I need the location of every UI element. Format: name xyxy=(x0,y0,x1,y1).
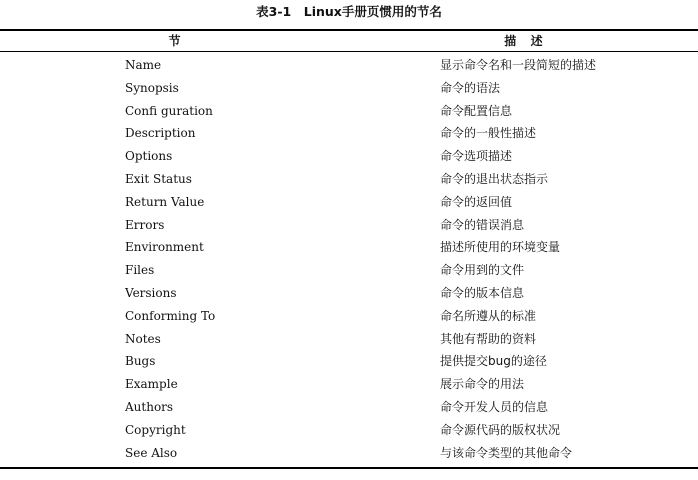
section-description-cell: 命名所遵从的标准 xyxy=(440,308,537,323)
table-row xyxy=(0,283,698,306)
section-name-cell: Errors xyxy=(125,217,165,232)
table-row xyxy=(0,169,698,192)
table-body xyxy=(0,55,698,465)
section-name-cell: Return Value xyxy=(125,194,205,209)
section-name-cell: Description xyxy=(125,126,196,141)
section-description-cell: 命令源代码的版权状况 xyxy=(440,422,561,437)
section-name-cell: Copyright xyxy=(125,422,186,437)
section-name-cell: Files xyxy=(125,263,155,278)
table-row xyxy=(0,78,698,101)
section-description-cell: 命令的错误消息 xyxy=(440,217,525,232)
table-row xyxy=(0,351,698,374)
section-name-cell: Environment xyxy=(125,240,204,255)
section-description-cell: 其他有帮助的资料 xyxy=(440,331,537,346)
section-name-cell: Authors xyxy=(125,399,174,414)
section-name-cell: Notes xyxy=(125,331,161,346)
table-caption: 表3-1 Linux手册页惯用的节名 xyxy=(256,4,442,19)
table-row xyxy=(0,329,698,352)
section-description-cell: 命令的版本信息 xyxy=(440,285,525,300)
table-row xyxy=(0,420,698,443)
section-description-cell: 命令的退出状态指示 xyxy=(440,171,549,186)
section-name-cell: Conforming To xyxy=(125,308,216,323)
section-name-cell: Synopsis xyxy=(125,80,179,95)
table-row xyxy=(0,397,698,420)
table-row xyxy=(0,260,698,283)
table-row xyxy=(0,306,698,329)
table-row xyxy=(0,374,698,397)
section-description-cell: 与该命令类型的其他命令 xyxy=(440,445,573,460)
section-description-cell: 命令用到的文件 xyxy=(440,263,525,278)
table-row xyxy=(0,237,698,260)
section-name-cell: Bugs xyxy=(125,354,156,369)
section-name-cell: See Also xyxy=(125,445,178,460)
table-header-rule xyxy=(0,51,698,52)
column-header-description-label: 描述 xyxy=(504,34,558,48)
table-row xyxy=(0,192,698,215)
table-row xyxy=(0,443,698,466)
column-header-section: 节 xyxy=(168,34,181,48)
section-name-cell: Confi guration xyxy=(125,103,213,118)
section-name-cell: Options xyxy=(125,149,173,164)
table-header-row xyxy=(0,31,698,51)
section-name-cell: Example xyxy=(125,377,178,392)
section-description-cell: 命令开发人员的信息 xyxy=(440,399,549,414)
section-description-cell: 展示命令的用法 xyxy=(440,377,525,392)
column-header-description xyxy=(349,31,698,51)
section-description-cell: 命令配置信息 xyxy=(440,103,513,118)
table-row xyxy=(0,101,698,124)
table-row xyxy=(0,215,698,238)
section-name-cell: Name xyxy=(125,58,162,72)
section-description-cell: 描述所使用的环境变量 xyxy=(440,240,561,255)
section-description-cell: 命令的返回值 xyxy=(440,194,513,209)
section-description-cell: 命令的语法 xyxy=(440,80,501,95)
table-bottom-rule xyxy=(0,467,698,469)
section-description-cell: 命令的一般性描述 xyxy=(440,126,537,141)
section-name-cell: Versions xyxy=(125,285,177,300)
table-row xyxy=(0,55,698,78)
section-description-cell: 提供提交bug的途径 xyxy=(440,354,547,369)
section-name-cell: Exit Status xyxy=(125,171,192,186)
table-row xyxy=(0,146,698,169)
section-description-cell: 命令选项描述 xyxy=(440,149,513,164)
table-row xyxy=(0,123,698,146)
section-description-cell: 显示命令名和一段简短的描述 xyxy=(440,58,597,72)
